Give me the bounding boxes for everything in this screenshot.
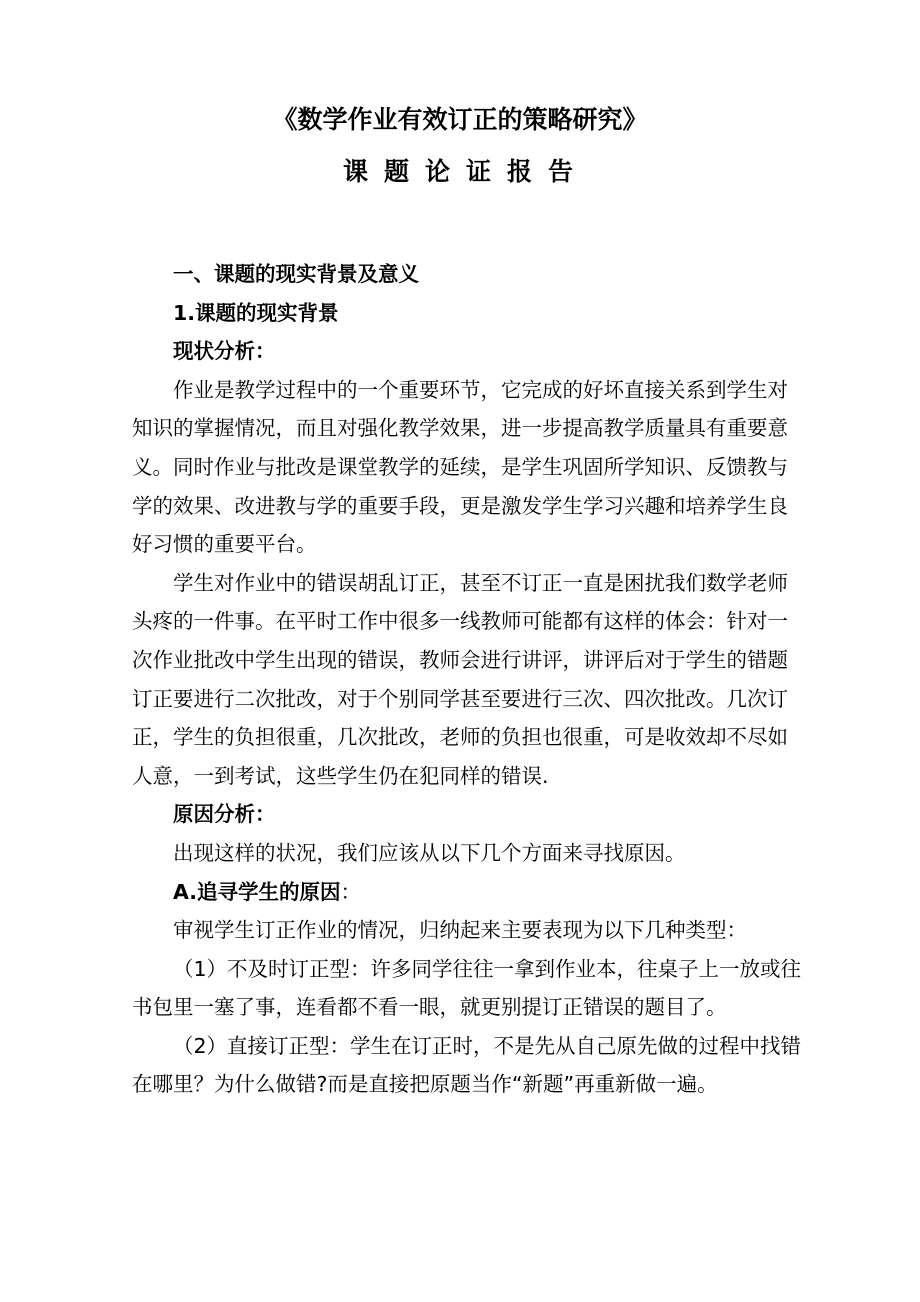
type-2-paragraph: （2）直接订正型：学生在订正时，不是先从自己原先做的过程中找错在哪里？为什么做错?而是直接把原题当作“新题”再重新做一遍。: [132, 1033, 802, 1097]
subheading-a: [132, 873, 802, 912]
cause-analysis-label: 原因分析：: [173, 802, 276, 827]
paragraph-4: 审视学生订正作业的情况，归纳起来主要表现为以下几种类型：: [173, 918, 747, 943]
status-analysis-label: 现状分析：: [173, 339, 276, 364]
section-heading-1: 一、课题的现实背景及意义: [173, 262, 419, 286]
section-heading-1-1: 1.课题的现实背景: [173, 300, 339, 325]
paragraph-3: 出现这样的状况，我们应该从以下几个方面来寻找原因。: [173, 840, 686, 865]
paragraph-1: 作业是教学过程中的一个重要环节，它完成的好坏直接关系到学生对知识的掌握情况，而且对强化教学效果，进一步提高教学质量具有重要意义。同时作业与批改是课堂教学的延续，是学生巩固所学知识、反馈教与学的效果、改进教与学的重要手段，更是激发学生学习兴趣和培养学生良好习惯的重要平台。: [132, 377, 788, 557]
subheading-a-text: A.追寻学生的原因: [173, 879, 341, 904]
paragraph-2: 学生对作业中的错误胡乱订正，甚至不订正一直是困扰我们数学老师头疼的一件事。在平时工作中很多一线教师可能都有这样的体会：针对一次作业批改中学生出现的错误，教师会进行讲评，讲评后对于学生的错题订正要进行二次批改，对于个别同学甚至要进行三次、四次批改。几次订正，学生的负担很重，几次批改，老师的负担也很重，可是收效却不尽如人意，一到考试，这些学生仍在犯同样的错误.: [132, 570, 788, 788]
document-subtitle: 课题论证报告: [342, 157, 589, 186]
subheading-a-colon: ：: [340, 879, 362, 904]
document-title: 《数学作业有效订正的策略研究》: [272, 105, 648, 134]
type-1-paragraph: （1）不及时订正型：许多同学往往一拿到作业本，往桌子上一放或往书包里一塞了事，连看都不看一眼，就更别提订正错误的题目了。: [132, 956, 802, 1020]
document-body: [132, 255, 802, 1104]
